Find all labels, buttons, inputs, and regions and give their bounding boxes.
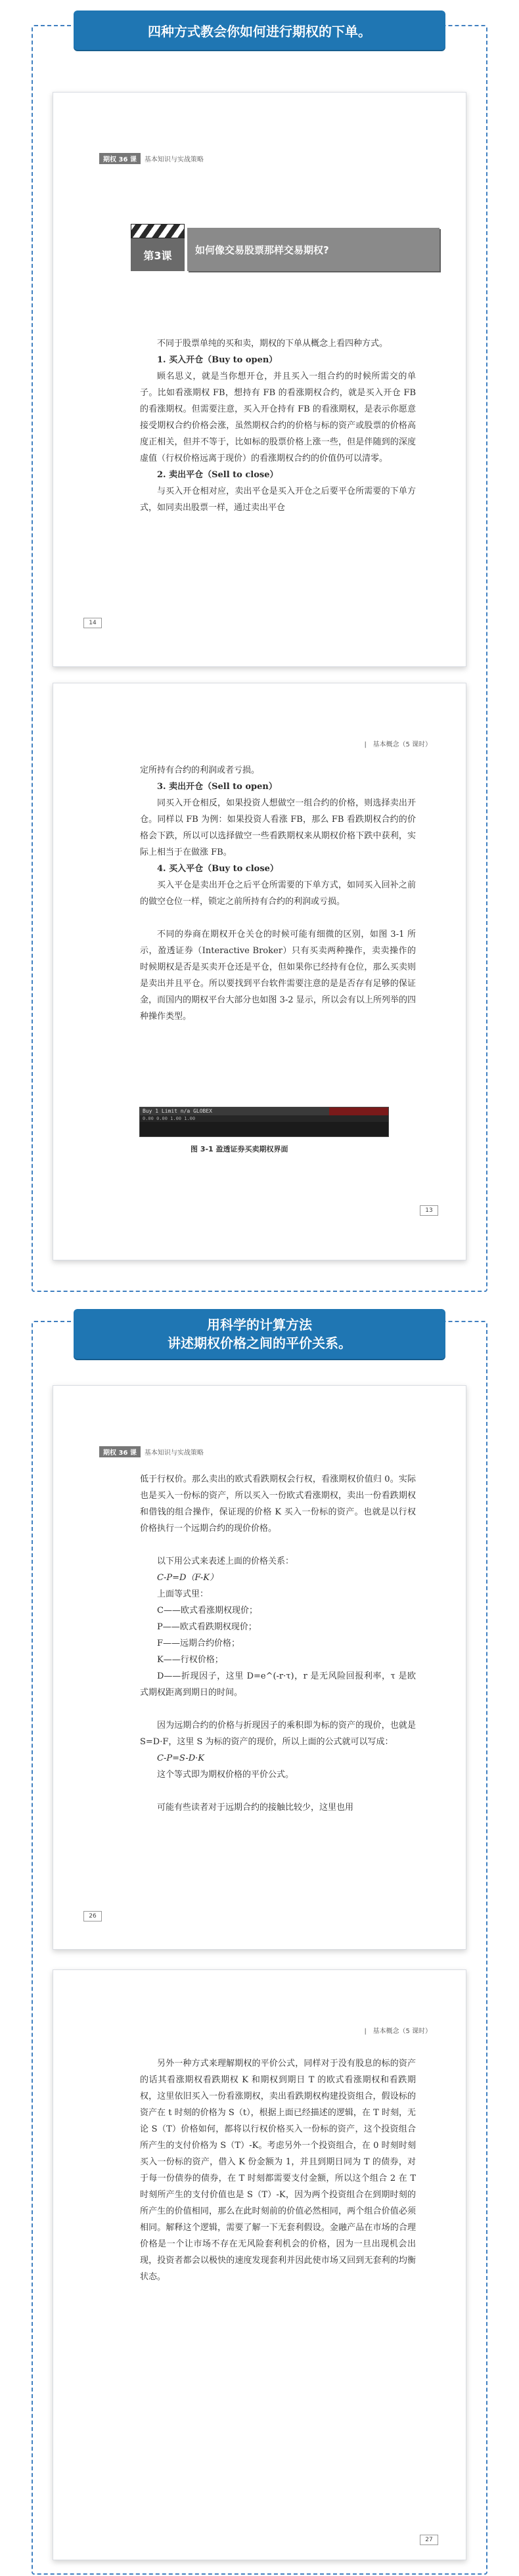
book-page-27	[53, 1969, 466, 2560]
definition: P——欧式看跌期权现价；	[157, 1622, 257, 1632]
paragraph: 这个等式即为期权价格的平价公式。	[157, 1770, 294, 1780]
figure-bar-sub: 0.00 0.00 1.00 1.00	[140, 1115, 388, 1122]
definition: K——行权价格；	[157, 1655, 223, 1665]
lesson-title: 如何像交易股票那样交易期权?	[187, 228, 440, 271]
running-head-text: 基本概念（5 课时）	[372, 741, 432, 748]
running-head	[99, 153, 204, 164]
subheading: 1. 买入开仓（Buy to open）	[157, 355, 278, 365]
subheading: 4. 买入平仓（Buy to close）	[157, 864, 279, 874]
section-header-2	[74, 1309, 445, 1359]
section-header-text: 四种方式教会你如何进行期权的下单。	[148, 23, 371, 39]
page-number: 26	[83, 1911, 102, 1921]
lesson-tag: 期权 36 课	[99, 1446, 141, 1457]
clapperboard-icon	[131, 224, 185, 271]
lesson-number: 第3课	[131, 238, 185, 271]
figure-caption: 图 3-1 盈透证券买卖期权界面	[191, 1145, 288, 1153]
paragraph: 买入平仓是卖出开仓之后平仓所需要的下单方式，如同买入回补之前的做空仓位一样，锁定之前所持有合约的利润或亏损。	[140, 880, 416, 907]
definition: F——远期合约价格；	[157, 1639, 240, 1648]
definition: C——欧式看涨期权现价；	[157, 1606, 258, 1616]
formula: C-P=D（F-K）	[157, 1573, 218, 1583]
book-page-26	[53, 1385, 466, 1950]
running-head	[99, 1446, 204, 1457]
section-header-1	[74, 11, 445, 50]
paragraph: 上面等式里：	[157, 1589, 209, 1599]
subheading: 2. 卖出平仓（Sell to close）	[157, 470, 279, 480]
running-head: | 基本概念（5 课时）	[364, 741, 432, 748]
paragraph: 因为远期合约的价格与折现因子的乘积即为标的资产的现价，也就是 S=D·F，这里 S 为标的资产的现价，所以上面的公式就可以写成：	[140, 1721, 416, 1747]
paragraph: 不同于股票单纯的买和卖，期权的下单从概念上看四种方式。	[157, 339, 388, 349]
paragraph: 低于行权价。那么卖出的欧式看跌期权会行权，看涨期权价值归 0。实际也是买入一份标的资产，所以买入一份欧式看涨期权，卖出一份看跌期权和借钱的组合操作，保证现的价格 K 买入一份标的资产。也就是以行权价格执行一个远期合约的现价价格。	[140, 1474, 416, 1534]
paragraph: 定所持有合约的利润或者亏损。	[140, 765, 260, 775]
paragraph: 不同的券商在期权开仓关仓的时候可能有细微的区别，如图 3-1 所示，盈透证券（Interactive Broker）只有买卖两种操作，卖卖操作的时候期权是否是买卖开仓还是平仓，但如果你已经持有仓位，那么买卖则是卖出并且平仓。所以要找到平台软件需要注意的是是否存有足够的保证金，而国内的期权平台大部分也如图 3-2 显示，所以会有以上所列举的四种操作类型。	[140, 930, 416, 1021]
page-body	[140, 1471, 416, 1816]
book-subtitle: 基本知识与实战策略	[144, 1449, 204, 1457]
book-subtitle: 基本知识与实战策略	[144, 156, 204, 163]
page-number: 13	[420, 1205, 438, 1216]
section-header-line1: 用科学的计算方法	[207, 1317, 312, 1333]
definition: D——折现因子，这里 D=e^(-r·τ)，r 是无风险回报利率，τ 是欧式期权距离到期日的时间。	[140, 1671, 416, 1698]
running-head-text: 基本概念（5 课时）	[372, 2028, 432, 2035]
book-page-13	[53, 683, 466, 1260]
page-number: 27	[420, 2535, 438, 2545]
paragraph: 顾名思义，就是当你想开仓，并且买入一组合约的时候所需交的单子。比如看涨期权 FB，想持有 FB 的看涨期权合约，就是买入开仓 FB 的看涨期权。但需要注意，买入开仓持有 FB 的看涨期权，是表示你愿意接受期权合约价格会涨，虽然期权合约的价格与标的资产或股票的价格高度正相关，但并不等于，比如标的股票价格上涨一些，但是伴随到的深度虚值（行权价格远离于现价）的看涨期权合约的价值仍可以清零。	[140, 372, 416, 463]
formula: C-P=S-D·K	[157, 1753, 205, 1763]
page-number: 14	[83, 618, 102, 628]
running-head: | 基本概念（5 课时）	[364, 2028, 432, 2035]
subheading: 3. 卖出开仓（Sell to open）	[157, 782, 277, 792]
page-body	[140, 2055, 416, 2285]
figure-bar-text: Buy 1 Limit n/a GLOBEX	[140, 1107, 388, 1115]
paragraph: 以下用公式来表述上面的价格关系：	[157, 1556, 294, 1566]
page-body	[140, 335, 416, 516]
lesson-tag: 期权 36 课	[99, 153, 141, 164]
trading-interface-figure	[139, 1107, 389, 1137]
paragraph: 与买入开仓相对应，卖出平仓是买入开仓之后要平仓所需要的下单方式，如同卖出股票一样，通过卖出平仓	[140, 486, 416, 513]
paragraph: 另外一种方式来理解期权的平价公式，同样对于没有股息的标的资产的话其看涨期权看跌期权 K 和期权到期日 T 的欧式看涨期权和看跌期权，这里依旧买入一份看涨期权，卖出看跌期权构建投资组合，假设标的资产在 t 时刻的价格为 S（t），根据上面已经描述的逻辑，在 T 时刻，无论 S（T）价格如何，都将以行权价格买入一份标的资产，这个投资组合所产生的支付价格为 S（T）-K。考虑另外一个投资组合，在 0 时刻时刻买入一份标的资产，借入 K 份金额为 1，并且到期日同为 T 的债券，对于每一份债券的债券，在 T 时刻都需要支付金额，所以这个组合 2 在 T 时刻所产生的支付价值也是 S（T）-K，因为两个投资组合在到期时刻的所产生的价值相同，那么在此时刻前的价值必然相同，两个组合价值必须相同。解释这个逻辑，需要了解一下无套利假设。金融产品在市场的合理价格是一个让市场不存在无风险套利机会的价格，因为一旦出现机会出现，投资者都会以极快的速度发现套利并因此使市场又回到无套利的均衡状态。	[140, 2059, 416, 2282]
paragraph: 同买入开仓相反，如果投资人想做空一组合约的价格，则选择卖出开仓。同样以 FB 为例：如果投资人看涨 FB，那么 FB 看跌期权合约的价格会下跌，所以可以选择做空一些看跌期权来从期权价格下跌中获利，实际上相当于在做涨 FB。	[140, 798, 416, 857]
lesson-banner	[131, 224, 440, 271]
section-header-line2: 讲述期权价格之间的平价关系。	[168, 1335, 351, 1351]
paragraph: 可能有些读者对于远期合约的接触比较少，这里也用	[157, 1803, 354, 1813]
page-body	[140, 762, 416, 1025]
book-page-14	[53, 92, 466, 667]
